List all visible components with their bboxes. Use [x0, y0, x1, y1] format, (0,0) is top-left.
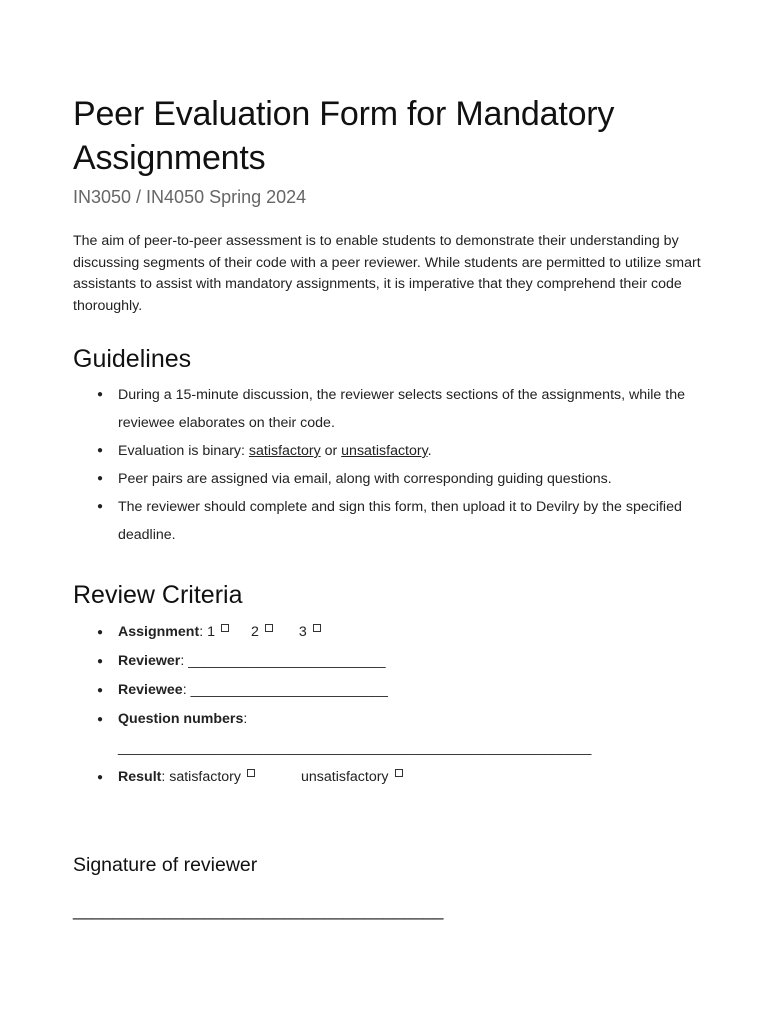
- criteria-list: [73, 618, 713, 792]
- assignment-label: Assignment: [118, 624, 200, 640]
- guidelines-list: [73, 381, 713, 549]
- question-numbers-field[interactable]: ____________________________________________________________: [118, 740, 592, 756]
- bullet-icon: ●: [97, 501, 104, 512]
- reviewer-label: Reviewer: [118, 653, 181, 669]
- list-item: [73, 493, 713, 549]
- bullet-icon: ●: [97, 714, 104, 725]
- list-item: [73, 465, 713, 493]
- signature-heading: Signature of reviewer: [73, 854, 258, 876]
- bullet-icon: ●: [97, 389, 104, 400]
- question-numbers-label: Question numbers: [118, 711, 244, 727]
- assignment-row: [73, 618, 713, 647]
- reviewee-field[interactable]: _________________________: [190, 682, 388, 698]
- list-item: [73, 437, 713, 465]
- reviewer-field[interactable]: _________________________: [188, 653, 386, 669]
- guidelines-heading: Guidelines: [73, 345, 192, 373]
- guideline-text-prefix: Evaluation is binary:: [118, 443, 249, 459]
- intro-paragraph: The aim of peer-to-peer assessment is to enable students to demonstrate their understanding by discussing segments of their code with a peer reviewer. While students are permitted to utilize smart assistants to assist with mandatory assignments, it is imperative that they comprehend their code thoroughly.: [73, 233, 701, 315]
- guideline-text-between: or: [320, 443, 342, 459]
- reviewer-row: [73, 647, 713, 676]
- guideline-text-suffix: .: [427, 443, 432, 459]
- bullet-icon: ●: [97, 627, 104, 638]
- assignment-3-checkbox[interactable]: [313, 624, 321, 632]
- document-title: Peer Evaluation Form for Mandatory Assignments: [73, 95, 615, 177]
- unsatisfactory-term: unsatisfactory: [341, 443, 428, 459]
- reviewee-row: [73, 676, 713, 705]
- satisfactory-term: satisfactory: [248, 443, 321, 459]
- bullet-icon: ●: [97, 685, 104, 696]
- question-numbers-row: [73, 705, 713, 763]
- assignment-1-checkbox[interactable]: [221, 624, 229, 632]
- bullet-icon: ●: [97, 772, 104, 783]
- colon: :: [161, 769, 170, 785]
- bullet-icon: ●: [97, 656, 104, 667]
- signature-line[interactable]: _____________________________________: [73, 900, 444, 920]
- assignment-option-3-label: 3: [298, 624, 307, 640]
- unsatisfactory-checkbox[interactable]: [395, 769, 403, 777]
- assignment-option-2-label: 2: [250, 624, 259, 640]
- assignment-2-checkbox[interactable]: [265, 624, 273, 632]
- list-item: [73, 381, 713, 437]
- result-unsatisfactory-label: unsatisfactory: [301, 769, 389, 785]
- colon: :: [199, 624, 208, 640]
- bullet-icon: ●: [97, 445, 104, 456]
- result-label: Result: [118, 769, 162, 785]
- reviewee-label: Reviewee: [118, 682, 183, 698]
- colon: :: [180, 653, 189, 669]
- colon: :: [182, 682, 191, 698]
- colon: :: [243, 711, 248, 727]
- bullet-icon: ●: [97, 473, 104, 484]
- satisfactory-checkbox[interactable]: [247, 769, 255, 777]
- guideline-text: Peer pairs are assigned via email, along with corresponding guiding questions.: [118, 471, 612, 487]
- result-row: [73, 763, 713, 792]
- guideline-text: The reviewer should complete and sign this form, then upload it to Devilry by the specified deadline.: [118, 499, 682, 543]
- review-criteria-heading: Review Criteria: [73, 581, 243, 609]
- result-satisfactory-label: satisfactory: [169, 769, 241, 785]
- assignment-option-1-label: 1: [207, 624, 215, 640]
- guideline-text: During a 15-minute discussion, the reviewer selects sections of the assignments, while the reviewee elaborates on their code.: [118, 387, 685, 431]
- document-subtitle: IN3050 / IN4050 Spring 2024: [73, 187, 307, 207]
